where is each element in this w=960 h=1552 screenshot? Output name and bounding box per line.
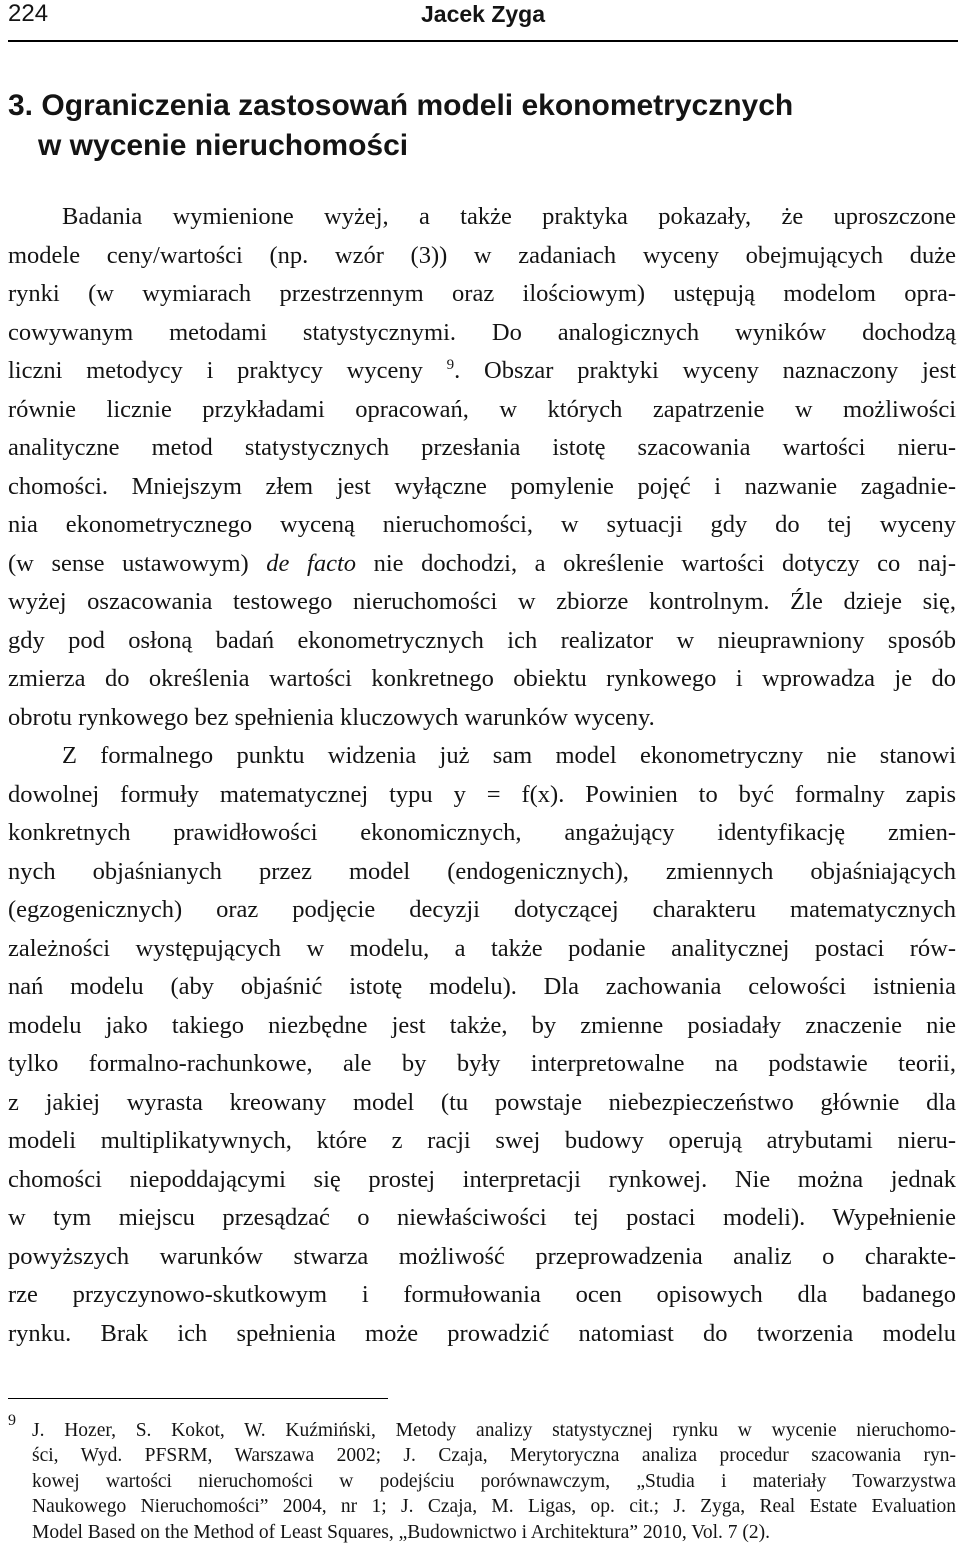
body-line: dowolnej formuły matematycznej typu y = f(x). Powinien to być formalny zapis bbox=[8, 780, 956, 808]
body-line: rynki (w wymiarach przestrzennym oraz ilościowym) ustępują modelom opra- bbox=[8, 280, 956, 307]
body-line: konkretnych prawidłowości ekonomicznych, angażujący identyfikację zmien- bbox=[8, 819, 956, 846]
body-line: gdy pod osłoną badań ekonometrycznych ich realizator w nieuprawniony sposób bbox=[8, 626, 956, 654]
body-line: (egzogenicznych) oraz podjęcie decyzji dotyczącej charakteru matematycznych bbox=[8, 896, 956, 923]
body-line: cowywanym metodami statystycznymi. Do analogicznych wyników dochodzą bbox=[8, 318, 956, 346]
body-line: tylko formalno-rachunkowe, ale by były interpretowalne na podstawie teorii, bbox=[8, 1050, 956, 1077]
footnote-separator bbox=[8, 1398, 388, 1399]
footnote-text bbox=[32, 1418, 956, 1545]
footnote-line: J. Hozer, S. Kokot, W. Kuźmiński, Metody analizy statystycznej rynku w wycenie nieruchomo- bbox=[32, 1420, 956, 1441]
section-heading-line-1: 3. Ograniczenia zastosowań modeli ekonometrycznych bbox=[8, 89, 794, 122]
body-line-text: (w sense ustawowym) bbox=[8, 549, 249, 577]
footnote-line: kowej wartości nieruchomości w podejściu porównawczym, „Studia i materiały Towarzystwa bbox=[32, 1470, 956, 1492]
body-line: nia ekonometrycznego wyceną nieruchomości, w sytuacji gdy do tej wyceny bbox=[8, 511, 956, 538]
footnote-line: Naukowego Nieruchomości” 2004, nr 1; J. Czaja, M. Ligas, op. cit.; J. Zyga, Real Estate Evaluation bbox=[32, 1496, 956, 1518]
footnote-reference: 9 bbox=[446, 356, 455, 373]
footnote-number: 9 bbox=[8, 1412, 16, 1429]
body-line: Z formalnego punktu widzenia już sam model ekonometryczny nie stanowi bbox=[62, 742, 956, 769]
body-line: analityczne metod statystycznych przesłania istotę szacowania wartości nieru- bbox=[8, 434, 956, 461]
body-line: z jakiej wyrasta kreowany model (tu powstaje niebezpieczeństwo głównie dla bbox=[8, 1088, 956, 1116]
body-line: powyższych warunków stwarza możliwość przeprowadzenia analiz o charakte- bbox=[8, 1242, 956, 1270]
body-line-text: nie dochodzi, a określenie wartości dotyczy co naj- bbox=[356, 549, 956, 577]
body-line: zależności występujących w modelu, a także podanie analitycznej postaci rów- bbox=[8, 934, 956, 962]
section-heading-line-2: w wycenie nieruchomości bbox=[38, 129, 409, 162]
body-line-text: . Obszar praktyki wyceny naznaczony jest bbox=[454, 357, 957, 384]
body-line bbox=[8, 545, 956, 584]
body-line: chomości niepoddającymi się prostej interpretacji rynkowej. Nie można jednak bbox=[8, 1165, 956, 1193]
body-line: rze przyczynowo-skutkowym i formułowania ocen opisowych dla badanego bbox=[8, 1281, 956, 1308]
italic-term: de facto bbox=[266, 549, 357, 577]
body-line: w tym miejscu przesądzać o niewłaściwości tej postaci modeli). Wypełnienie bbox=[8, 1204, 956, 1231]
body-line: modelu jako takiego niezbędne jest także, by zmienne posiadały znaczenie nie bbox=[8, 1011, 956, 1039]
body-line-text: liczni metodycy i praktycy wyceny bbox=[8, 357, 423, 384]
running-head-author: Jacek Zyga bbox=[420, 1, 546, 27]
footnote-line: Model Based on the Method of Least Squares, „Budownictwo i Architektura” 2010, Vol. 7 (2). bbox=[32, 1521, 770, 1543]
body-line: modeli multiplikatywnych, które z racji swej budowy operują atrybutami nieru- bbox=[8, 1127, 956, 1154]
body-line: nań modelu (aby objaśnić istotę modelu). Dla zachowania celowości istnienia bbox=[8, 973, 956, 1000]
footnote-line: ści, Wyd. PFSRM, Warszawa 2002; J. Czaja, Merytoryczna analiza procedur szacowania ryn- bbox=[32, 1445, 956, 1467]
body-line: zmierza do określenia wartości konkretnego obiektu rynkowego i wprowadza je do bbox=[8, 665, 956, 692]
body-line: wyżej oszacowania testowego nieruchomości w zbiorze kontrolnym. Źle dzieje się, bbox=[8, 588, 956, 615]
running-header bbox=[8, 0, 958, 42]
section-heading bbox=[8, 86, 948, 166]
body-line: obrotu rynkowego bez spełnienia kluczowych warunków wyceny. bbox=[8, 703, 655, 731]
body-line: Badania wymienione wyżej, a także praktyka pokazały, że uproszczone bbox=[62, 203, 956, 230]
body-line bbox=[8, 352, 956, 391]
body-line: modele ceny/wartości (np. wzór (3)) w zadaniach wyceny obejmujących duże bbox=[8, 241, 956, 269]
body-line: równie licznie przykładami opracowań, w których zapatrzenie w możliwości bbox=[8, 395, 956, 423]
body-line: rynku. Brak ich spełnienia może prowadzić natomiast do tworzenia modelu bbox=[8, 1319, 956, 1347]
body-line: chomości. Mniejszym złem jest wyłączne pomylenie pojęć i nazwanie zagadnie- bbox=[8, 472, 956, 500]
body-line: nych objaśnianych przez model (endogenicznych), zmiennych objaśniających bbox=[8, 857, 956, 885]
page-number: 224 bbox=[8, 0, 49, 27]
body-text bbox=[8, 198, 956, 1353]
